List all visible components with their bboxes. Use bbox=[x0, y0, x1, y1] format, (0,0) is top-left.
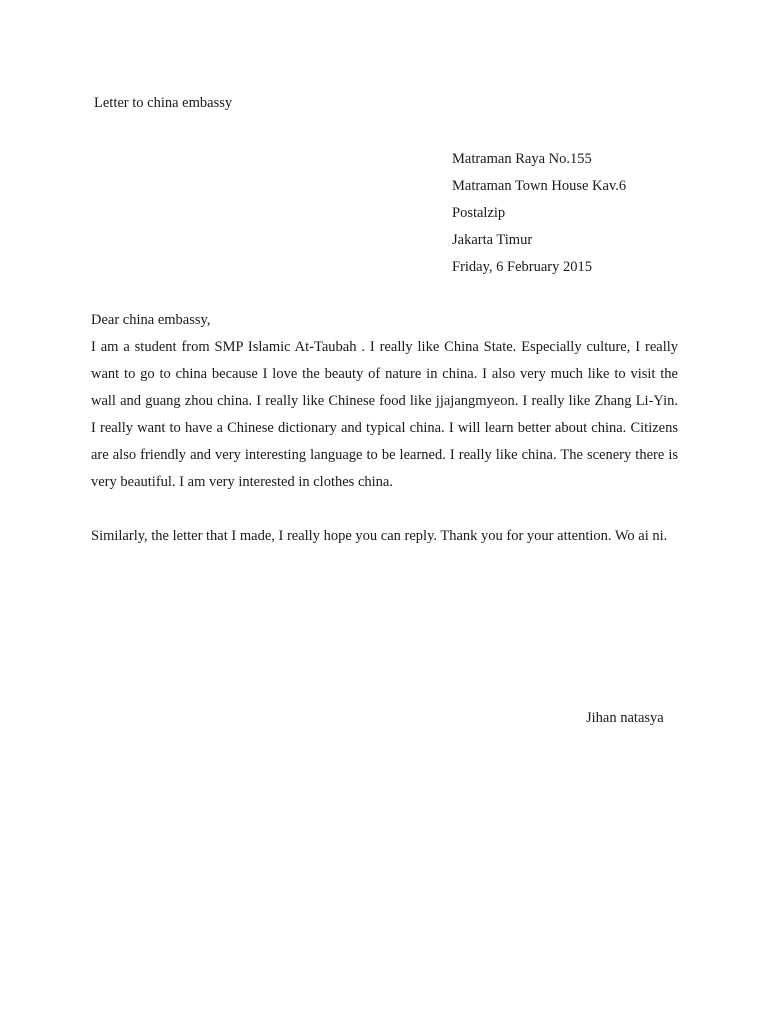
letter-date: Friday, 6 February 2015 bbox=[452, 259, 593, 275]
address-street: Matraman Raya No.155 bbox=[452, 151, 592, 167]
address-city: Jakarta Timur bbox=[452, 232, 533, 248]
salutation: Dear china embassy, bbox=[91, 312, 211, 328]
address-building: Matraman Town House Kav.6 bbox=[452, 178, 627, 194]
letter-body bbox=[91, 307, 678, 550]
body-paragraph-2: Similarly, the letter that I made, I really hope you can reply. Thank you for your attention. Wo ai ni. bbox=[91, 528, 668, 544]
sender-address-block bbox=[452, 146, 626, 281]
letter-heading: Letter to china embassy bbox=[94, 95, 233, 111]
address-postalzip: Postalzip bbox=[452, 205, 506, 221]
signature-name: Jihan natasya bbox=[586, 710, 664, 726]
body-paragraph-1: I am a student from SMP Islamic At-Taubah . I really like China State. Especially culture, I really want to go to china because I love the beauty of nature in china. I also very much like to visit the wall and guang zhou china. I really like Chinese food like jjajangmyeon. I really like Zhang Li-Yin. I really want to have a Chinese dictionary and typical china. I will learn better about china. Citizens are also friendly and very interesting language to be learned. I really like china. The scenery there is very beautiful. I am very interested in clothes china. bbox=[91, 339, 678, 490]
